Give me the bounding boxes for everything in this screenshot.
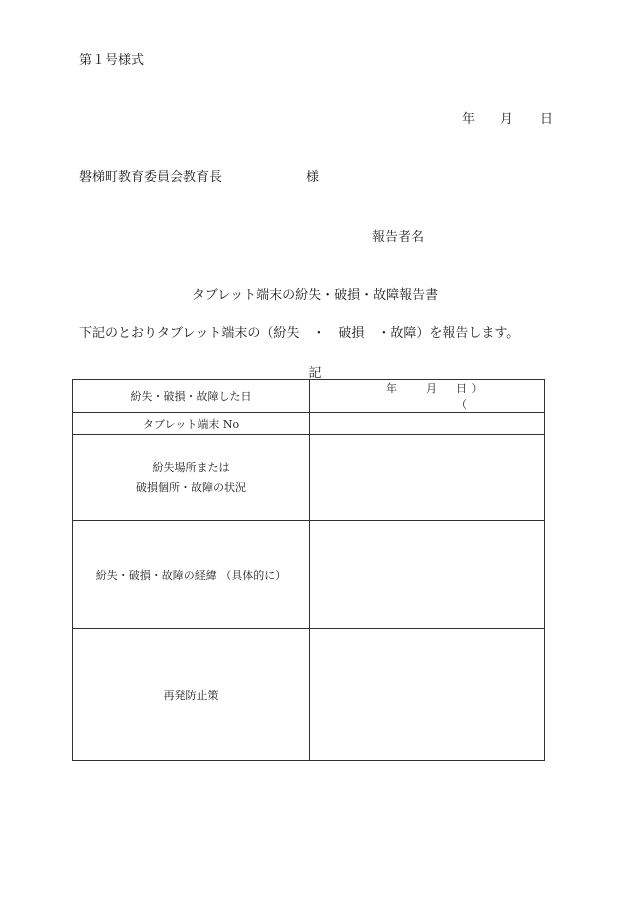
location-field[interactable] [310, 435, 545, 521]
addressee: 磐梯町教育委員会教育長 [79, 170, 223, 185]
date-line [462, 108, 553, 127]
incident-year-label: 年 [386, 382, 397, 395]
table-row-device-no [73, 413, 545, 435]
report-table [72, 379, 545, 761]
location-label-line2: 破損個所・故障の状況 [136, 480, 246, 494]
location-label [73, 435, 310, 521]
incident-day-label: 日（ [456, 382, 467, 411]
incident-date-label: 紛失・破損・故障した日 [73, 380, 310, 413]
date-year-label: 年 [462, 112, 476, 127]
incident-weekday-close: ） [471, 382, 483, 395]
location-label-line1: 紛失場所または [152, 460, 230, 474]
date-day-label: 日 [540, 112, 554, 127]
ki-heading: 記 [308, 366, 322, 381]
table-row-circumstances [73, 521, 545, 629]
device-number-label: タブレット端末 No [73, 413, 310, 435]
circumstances-field[interactable] [310, 521, 545, 629]
prevention-field[interactable] [310, 629, 545, 761]
document-title: タブレット端末の紛失・破損・故障報告書 [191, 288, 439, 303]
intro-text: 下記のとおりタブレット端末の（紛失 ・ 破損 ・故障）を報告します。 [79, 326, 520, 341]
incident-month-label: 月 [426, 382, 437, 395]
table-row-date [73, 380, 545, 413]
reporter-name-label: 報告者名 [372, 230, 425, 245]
table-row-location [73, 435, 545, 521]
circumstances-label: 紛失・破損・故障の経緯 （具体的に） [73, 521, 310, 629]
form-number: 第１号様式 [79, 53, 145, 68]
date-month-label: 月 [500, 112, 514, 127]
table-row-prevention [73, 629, 545, 761]
prevention-label: 再発防止策 [73, 629, 310, 761]
honorific: 様 [306, 170, 320, 185]
device-number-field[interactable] [310, 413, 545, 435]
incident-date-field[interactable] [310, 380, 545, 413]
